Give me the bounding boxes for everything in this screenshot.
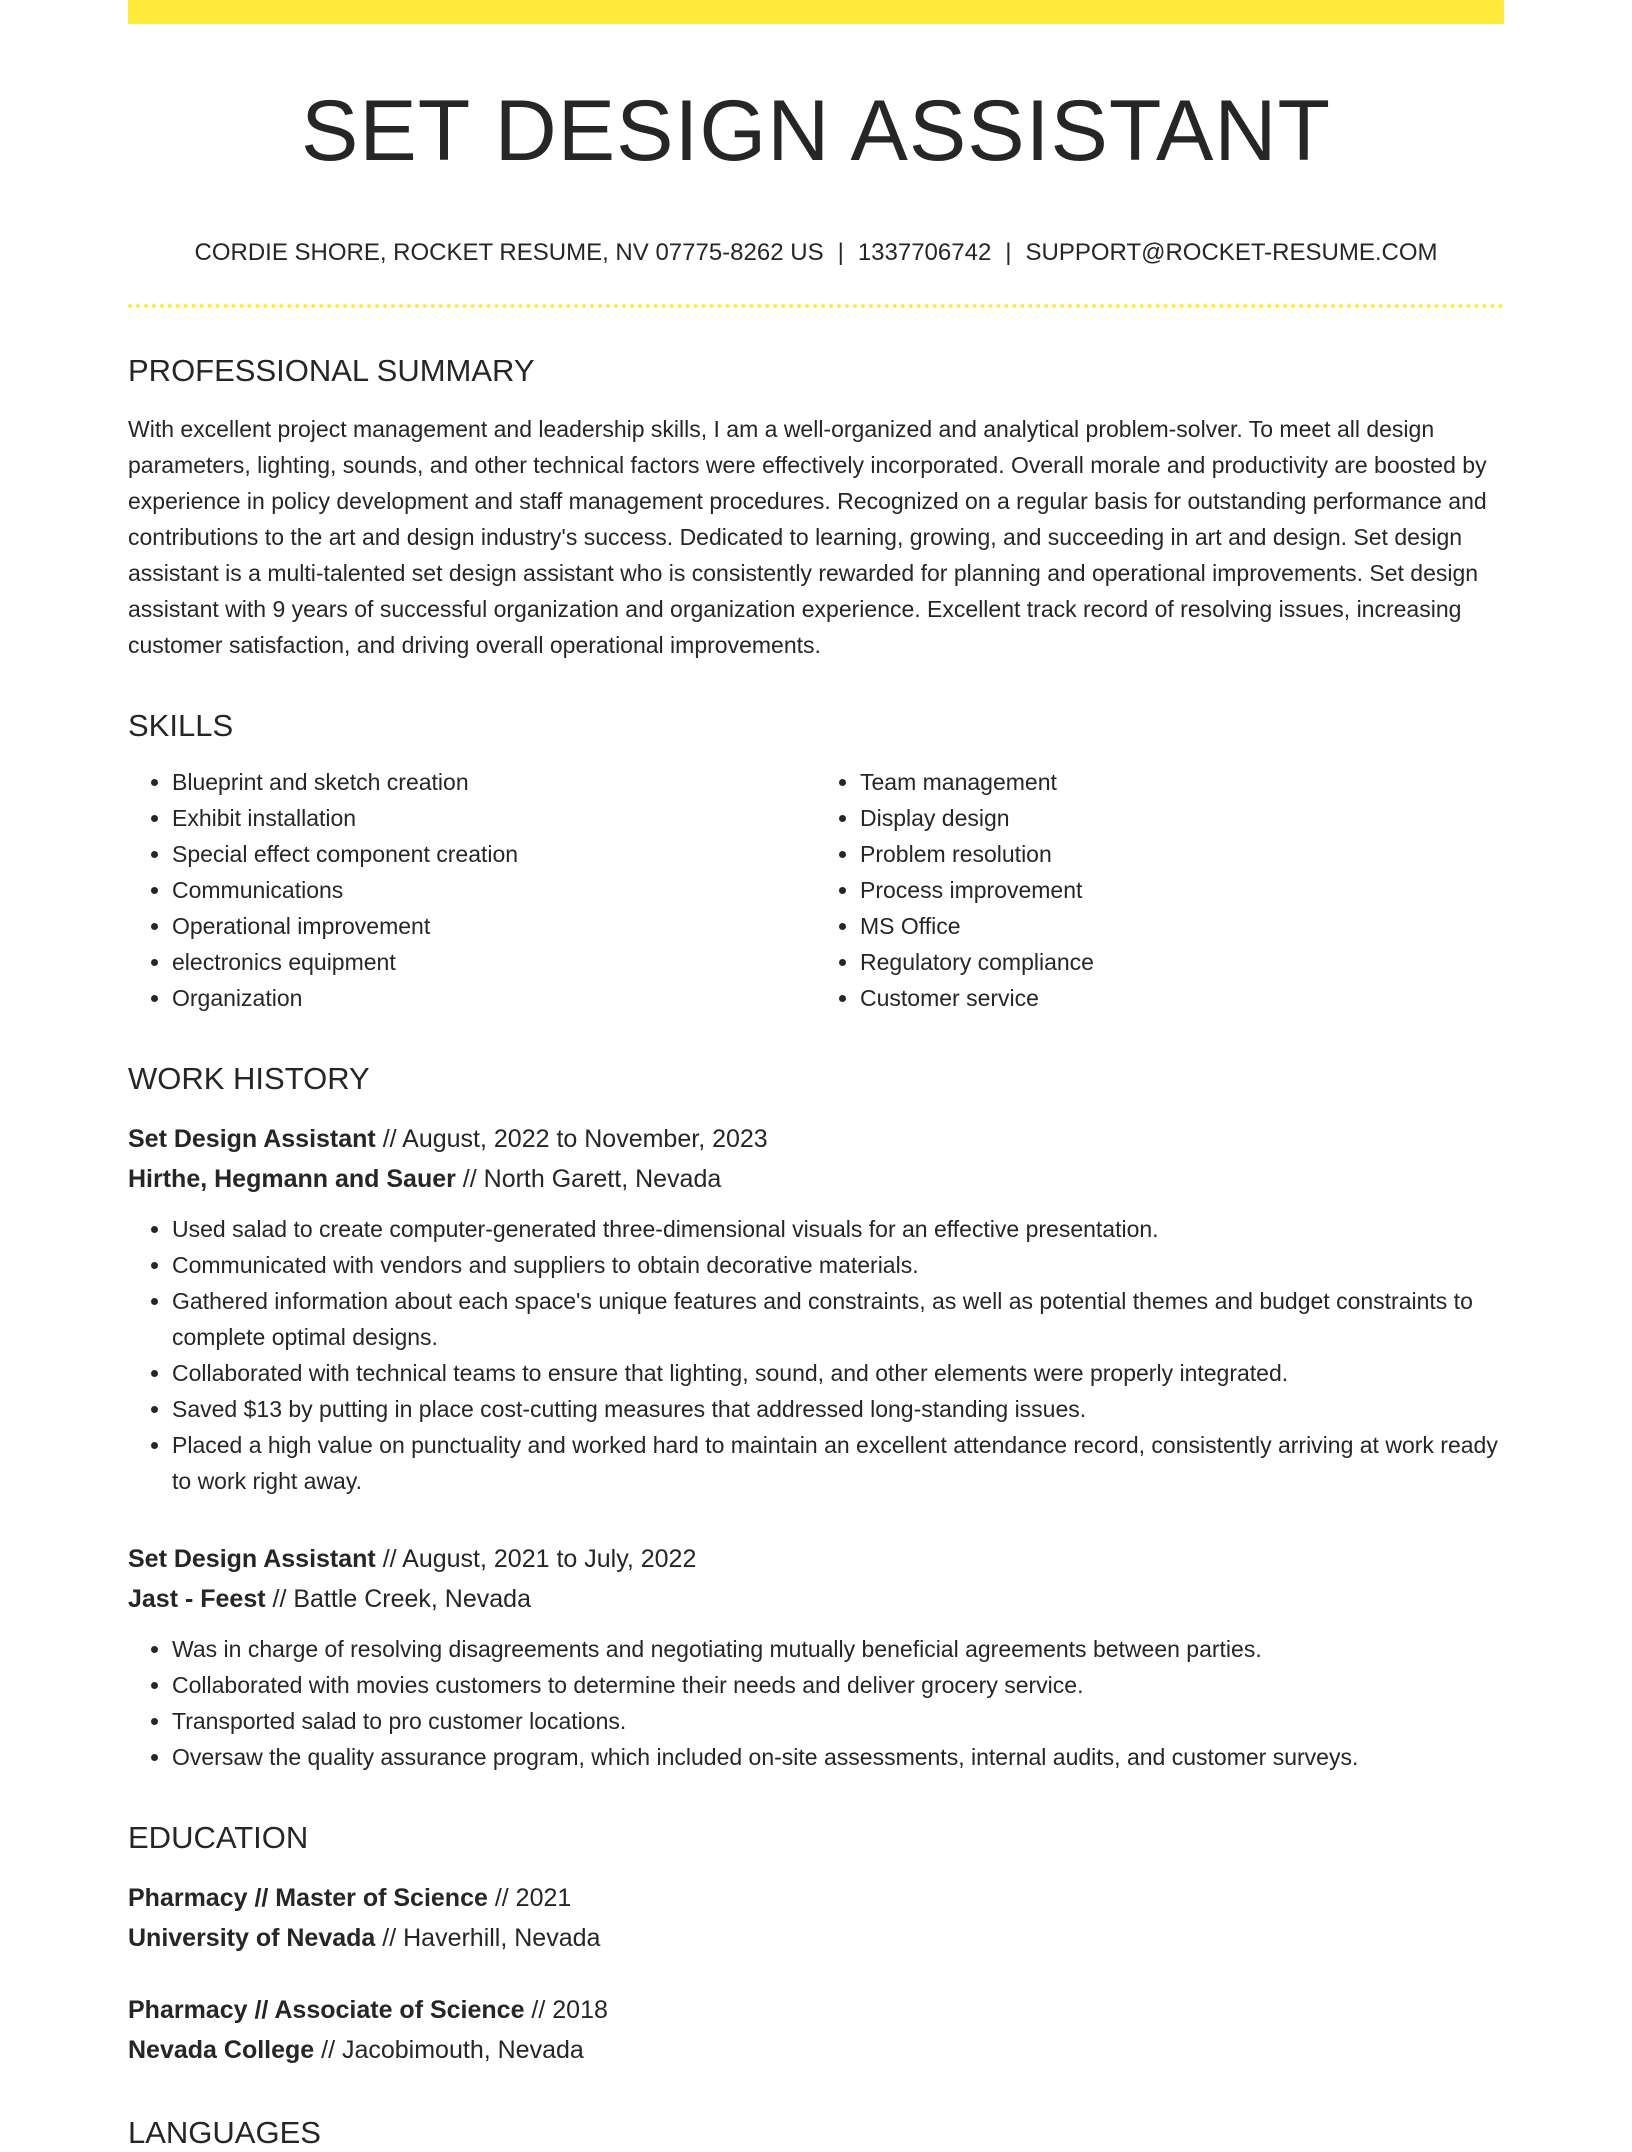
job-company-line: [128, 1159, 1504, 1199]
contact-address: CORDIE SHORE, ROCKET RESUME, NV 07775-8262 US: [194, 238, 824, 266]
dotted-divider: [128, 304, 1504, 308]
education-school-line: [128, 2030, 1504, 2070]
resume-content: [128, 0, 1504, 2152]
skill-item: • electronics equipment: [172, 944, 816, 980]
job-entry: [128, 1119, 1504, 1499]
contact-email: SUPPORT@ROCKET-RESUME.COM: [1025, 238, 1438, 266]
skills-columns: [128, 764, 1504, 1016]
education-degree-line: [128, 1878, 1504, 1918]
job-location: // Battle Creek, Nevada: [265, 1585, 531, 1614]
skill-item: • Communications: [172, 872, 816, 908]
skill-item: • Organization: [172, 980, 816, 1016]
job-bullet: • Saved $13 by putting in place cost-cutting measures that addressed long-standing issues.: [172, 1391, 1504, 1427]
job-bullet: • Collaborated with movies customers to determine their needs and deliver grocery service.: [172, 1667, 1504, 1703]
education-school-line: [128, 1918, 1504, 1958]
education-degree: Pharmacy // Master of Science: [128, 1884, 488, 1913]
job-dates: // August, 2021 to July, 2022: [375, 1545, 697, 1574]
skill-item: • MS Office: [860, 908, 1504, 944]
job-title-line: [128, 1539, 1504, 1579]
education-degree-line: [128, 1990, 1504, 2030]
job-bullets: [128, 1631, 1504, 1775]
job-bullet: • Gathered information about each space's unique features and constraints, as well as potential themes and budget constraints to complete optimal designs.: [172, 1283, 1504, 1355]
education-year: // 2021: [487, 1884, 572, 1913]
skill-item: • Process improvement: [860, 872, 1504, 908]
contact-separator: |: [1005, 238, 1012, 266]
job-company: Jast - Feest: [128, 1585, 266, 1614]
education-location: // Jacobimouth, Nevada: [314, 2036, 584, 2065]
job-bullet: • Placed a high value on punctuality and worked hard to maintain an excellent attendance record, consistently arriving at work ready to work right away.: [172, 1427, 1504, 1499]
skill-item: • Special effect component creation: [172, 836, 816, 872]
education-entry: [128, 1990, 1504, 2070]
education-degree: Pharmacy // Associate of Science: [128, 1996, 525, 2025]
job-company-line: [128, 1579, 1504, 1619]
job-dates: // August, 2022 to November, 2023: [375, 1125, 768, 1154]
education-school: Nevada College: [128, 2036, 315, 2065]
education-location: // Haverhill, Nevada: [375, 1924, 601, 1953]
skills-right-list: [816, 764, 1504, 1016]
job-bullet: • Was in charge of resolving disagreements and negotiating mutually beneficial agreements between parties.: [172, 1631, 1504, 1667]
summary-text: With excellent project management and leadership skills, I am a well-organized and analytical problem-solver. To meet all design parameters, lighting, sounds, and other technical factors were effectively incorporated. Overall morale and productivity are boosted by experience in policy development and staff management procedures. Recognized on a regular basis for outstanding performance and contributions to the art and design industry's success. Dedicated to learning, growing, and succeeding in art and design. Set design assistant is a multi-talented set design assistant who is consistently rewarded for planning and operational improvements. Set design assistant with 9 years of successful organization and organization experience. Excellent track record of resolving issues, increasing customer satisfaction, and driving overall operational improvements.: [128, 415, 1487, 658]
contact-separator: |: [837, 238, 844, 266]
skill-item: • Team management: [860, 764, 1504, 800]
top-accent-bar: [128, 0, 1504, 24]
job-entry: [128, 1539, 1504, 1775]
job-bullet: • Collaborated with technical teams to ensure that lighting, sound, and other elements were properly integrated.: [172, 1355, 1504, 1391]
education-heading: EDUCATION: [128, 1820, 309, 1856]
education-school: University of Nevada: [128, 1924, 376, 1953]
job-title: Set Design Assistant: [128, 1125, 376, 1154]
summary-heading: PROFESSIONAL SUMMARY: [128, 352, 535, 388]
job-title: Set Design Assistant: [128, 1545, 376, 1574]
job-bullet: • Used salad to create computer-generated three-dimensional visuals for an effective presentation.: [172, 1211, 1504, 1247]
skills-heading: SKILLS: [128, 707, 234, 743]
languages-heading: LANGUAGES: [128, 2115, 321, 2151]
education-entry: [128, 1878, 1504, 1958]
skill-item: • Operational improvement: [172, 908, 816, 944]
skills-left-list: [128, 764, 816, 1016]
contact-line: [128, 239, 1504, 268]
job-bullet: • Communicated with vendors and suppliers to obtain decorative materials.: [172, 1247, 1504, 1283]
job-bullet: • Transported salad to pro customer locations.: [172, 1703, 1504, 1739]
job-company: Hirthe, Hegmann and Sauer: [128, 1165, 456, 1194]
education-year: // 2018: [524, 1996, 608, 2025]
contact-phone: 1337706742: [857, 238, 992, 266]
resume-title: SET DESIGN ASSISTANT: [301, 83, 1331, 179]
skill-item: • Customer service: [860, 980, 1504, 1016]
job-bullet: • Oversaw the quality assurance program, which included on-site assessments, internal audits, and customer surveys.: [172, 1739, 1504, 1775]
skill-item: • Problem resolution: [860, 836, 1504, 872]
work-history-heading: WORK HISTORY: [128, 1061, 370, 1097]
job-location: // North Garett, Nevada: [455, 1165, 722, 1194]
skill-item: • Display design: [860, 800, 1504, 836]
skill-item: • Blueprint and sketch creation: [172, 764, 816, 800]
skill-item: • Exhibit installation: [172, 800, 816, 836]
job-bullets: [128, 1211, 1504, 1499]
skill-item: • Regulatory compliance: [860, 944, 1504, 980]
job-title-line: [128, 1119, 1504, 1159]
